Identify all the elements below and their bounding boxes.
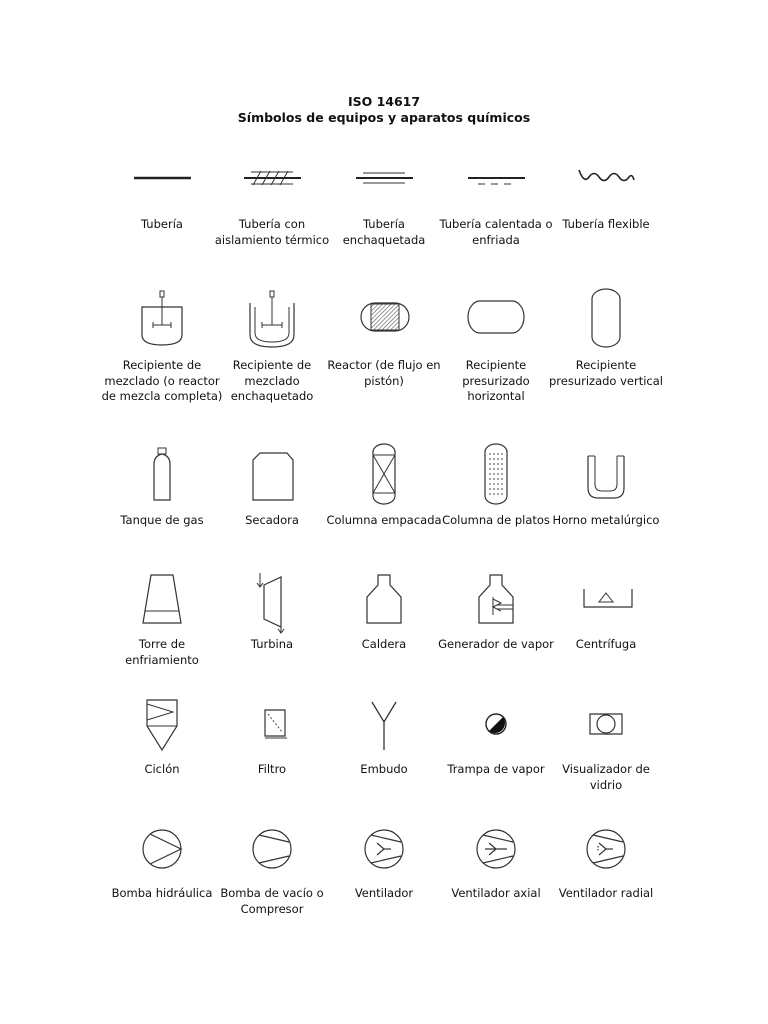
symbol-label: Bomba hidráulica [111, 886, 213, 900]
cooling-tower-icon [107, 565, 217, 635]
symbol-label: Tubería flexible [562, 217, 650, 231]
symbol-label: Bomba de vacío o Compresor [220, 886, 324, 916]
symbol-label: Columna empacada [326, 513, 442, 527]
insulated-pipe-icon [217, 150, 327, 210]
horizontal-pressure-vessel-icon [441, 285, 551, 355]
symbol-label: Tubería con aislamiento térmico [214, 217, 330, 247]
dryer-icon [217, 442, 327, 507]
funnel-icon [329, 692, 439, 762]
symbol-label: Ventilador [354, 886, 414, 900]
flexible-pipe-icon [551, 150, 661, 210]
symbol-label: Visualizador de vidrio [562, 762, 650, 792]
page-title: ISO 14617 [347, 94, 421, 109]
symbol-label: Tubería [141, 217, 183, 231]
symbol-label: Secadora [245, 513, 299, 527]
symbol-label: Ciclón [144, 762, 180, 776]
heated-cooled-pipe-icon [441, 150, 551, 210]
symbol-label: Recipiente presurizado horizontal [462, 358, 530, 403]
radial-fan-icon [551, 818, 661, 883]
symbol-label: Tubería calentada o enfriada [439, 217, 553, 247]
tray-column-icon [441, 442, 551, 507]
symbol-label: Centrífuga [575, 637, 637, 651]
turbine-icon [217, 565, 327, 635]
centrifuge-icon [551, 565, 661, 635]
symbol-label: Recipiente de mezclado enchaquetado [230, 358, 314, 403]
symbol-label: Generador de vapor [438, 637, 554, 651]
pipe-icon [107, 150, 217, 210]
symbol-label: Embudo [360, 762, 408, 776]
gas-tank-icon [107, 442, 217, 507]
jacketed-mixing-vessel-icon [217, 285, 327, 355]
jacketed-pipe-icon [329, 150, 439, 210]
symbol-label: Tubería enchaquetada [342, 217, 426, 247]
vacuum-pump-compressor-icon [217, 818, 327, 883]
symbol-label: Recipiente presurizado vertical [548, 358, 663, 388]
packed-column-icon [329, 442, 439, 507]
symbol-label: Columna de platos [442, 513, 550, 527]
filter-icon [217, 692, 327, 762]
axial-fan-icon [441, 818, 551, 883]
symbol-label: Caldera [361, 637, 407, 651]
steam-generator-icon [441, 565, 551, 635]
symbol-label: Ventilador radial [558, 886, 654, 900]
page-subtitle: Símbolos de equipos y aparatos químicos [237, 110, 531, 125]
hydraulic-pump-icon [107, 818, 217, 883]
symbol-label: Filtro [257, 762, 287, 776]
symbol-label: Trampa de vapor [447, 762, 545, 776]
steam-trap-icon [441, 692, 551, 762]
sight-glass-icon [551, 692, 661, 762]
symbol-label: Reactor (de flujo en pistón) [327, 358, 441, 388]
symbol-label: Tanque de gas [120, 513, 204, 527]
symbol-label: Turbina [250, 637, 294, 651]
symbol-label: Horno metalúrgico [552, 513, 660, 527]
metallurgical-furnace-icon [551, 442, 661, 507]
mixing-vessel-icon [107, 285, 217, 355]
vertical-pressure-vessel-icon [551, 285, 661, 355]
boiler-icon [329, 565, 439, 635]
symbol-label: Ventilador axial [451, 886, 541, 900]
fan-icon [329, 818, 439, 883]
plug-flow-reactor-icon [329, 285, 439, 355]
symbol-label: Torre de enfriamiento [125, 637, 199, 667]
cyclone-icon [107, 692, 217, 762]
symbol-label: Recipiente de mezclado (o reactor de mezcla completa) [101, 358, 223, 403]
